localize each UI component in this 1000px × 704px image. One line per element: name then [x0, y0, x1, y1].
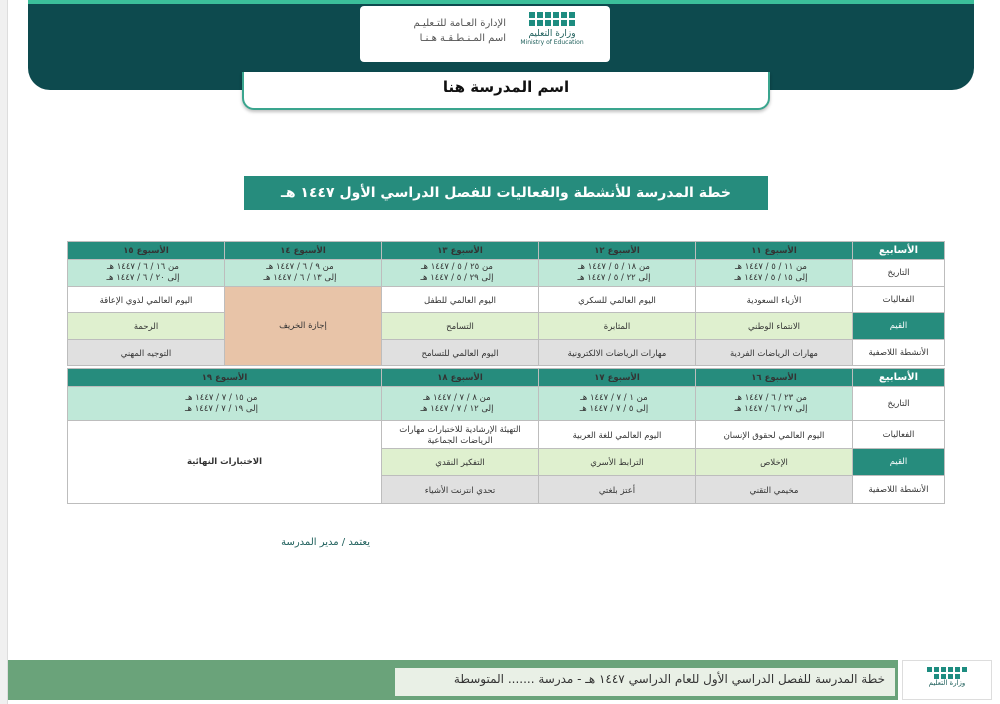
row-label-values: القيم — [853, 313, 945, 340]
value-cell: الانتماء الوطني — [696, 313, 853, 340]
nonclass-cell: مهارات الرياضات الالكترونية — [539, 340, 696, 366]
footer-logo-name: وزارة التعليم — [928, 679, 966, 687]
value-cell: التفكير النقدي — [382, 449, 539, 476]
week-date: من ٨ / ٧ / ١٤٤٧ هـ إلى ١٢ / ٧ / ١٤٤٧ هـ — [382, 387, 539, 421]
table-row — [68, 369, 945, 387]
value-cell: المثابرة — [539, 313, 696, 340]
value-cell: الترابط الأسري — [539, 449, 696, 476]
row-label-events: الفعاليات — [853, 421, 945, 449]
table-row — [68, 313, 945, 340]
week-date: من ٢٥ / ٥ / ١٤٤٧ هـ إلى ٢٩ / ٥ / ١٤٤٧ هـ — [382, 260, 539, 287]
table-row — [68, 340, 945, 366]
admin-line-2: اسم المـنـطـقـة هـنـا — [419, 33, 506, 44]
week-header: الأسبوع ١٨ — [382, 369, 539, 387]
table-row — [68, 260, 945, 287]
week-header: الأسبوع ١٢ — [539, 242, 696, 260]
nonclass-cell: مهارات الرياضات الفردية — [696, 340, 853, 366]
ministry-logo — [512, 12, 592, 62]
row-label-date: التاريخ — [853, 260, 945, 287]
week-header: الأسبوع ١٥ — [68, 242, 225, 260]
table-row — [68, 387, 945, 421]
week-date: من ١٨ / ٥ / ١٤٤٧ هـ إلى ٢٢ / ٥ / ١٤٤٧ هـ — [539, 260, 696, 287]
row-label-values: القيم — [853, 449, 945, 476]
nonclass-cell: أعتز بلغتي — [539, 476, 696, 504]
week-header: الأسبوع ١٣ — [382, 242, 539, 260]
row-label-nonclass: الأنشطة اللاصفية — [853, 476, 945, 504]
footer-logo-icon — [927, 667, 967, 679]
week-date: من ١ / ٧ / ١٤٤٧ هـ إلى ٥ / ٧ / ١٤٤٧ هـ — [539, 387, 696, 421]
row-label-events: الفعاليات — [853, 287, 945, 313]
admin-line-1: الإدارة العـامة للتـعليـم — [413, 18, 506, 29]
plan-table-2 — [67, 368, 945, 504]
event-cell: اليوم العالمي لحقوق الإنسان — [696, 421, 853, 449]
value-cell: الإخلاص — [696, 449, 853, 476]
table-row — [68, 421, 945, 449]
week-header: الأسبوع ١١ — [696, 242, 853, 260]
event-cell: التهيئة الإرشادية للاختبارات مهارات الرياضات الجماعية — [382, 421, 539, 449]
week-header: الأسبوع ١٤ — [225, 242, 382, 260]
week-header: الأسبوع ١٦ — [696, 369, 853, 387]
week-header: الأسبوع ١٧ — [539, 369, 696, 387]
week-date: من ١١ / ٥ / ١٤٤٧ هـ إلى ١٥ / ٥ / ١٤٤٧ هـ — [696, 260, 853, 287]
holiday-cell: إجازة الخريف — [225, 287, 382, 366]
ministry-name-en: Ministry of Education — [520, 39, 584, 46]
event-cell: اليوم العالمي للغة العربية — [539, 421, 696, 449]
school-name: اسم المدرسة هنا — [442, 78, 570, 96]
finals-cell: الاختبارات النهائية — [68, 421, 382, 504]
week-header: الأسبوع ١٩ — [68, 369, 382, 387]
value-cell: الرحمة — [68, 313, 225, 340]
week-date: من ١٥ / ٧ / ١٤٤٧ هـ إلى ١٩ / ٧ / ١٤٤٧ هـ — [68, 387, 382, 421]
event-cell: اليوم العالمي لذوي الإعاقة — [68, 287, 225, 313]
event-cell: اليوم العالمي للسكري — [539, 287, 696, 313]
school-name-box — [242, 72, 770, 110]
nonclass-cell: تحدي انترنت الأشياء — [382, 476, 539, 504]
row-label-weeks: الأسابيع — [853, 369, 945, 387]
nonclass-cell: اليوم العالمي للتسامح — [382, 340, 539, 366]
nonclass-cell: التوجيه المهني — [68, 340, 225, 366]
ministry-logo-icon — [526, 12, 578, 26]
left-frame — [0, 0, 8, 704]
event-cell: الأزياء السعودية — [696, 287, 853, 313]
plan-table-1 — [67, 241, 945, 366]
row-label-date: التاريخ — [853, 387, 945, 421]
event-cell: اليوم العالمي للطفل — [382, 287, 539, 313]
week-date: من ٢٣ / ٦ / ١٤٤٧ هـ إلى ٢٧ / ٦ / ١٤٤٧ هـ — [696, 387, 853, 421]
header-stripe — [28, 0, 974, 4]
table-row — [68, 287, 945, 313]
row-label-nonclass: الأنشطة اللاصفية — [853, 340, 945, 366]
admin-lines — [368, 16, 506, 46]
week-date: من ٩ / ٦ / ١٤٤٧ هـ إلى ١٣ / ٦ / ١٤٤٧ هـ — [225, 260, 382, 287]
value-cell: التسامح — [382, 313, 539, 340]
footer-text: خطة المدرسة للفصل الدراسي الأول للعام الدراسي ١٤٤٧ هـ - مدرسة ....... المتوسطة — [453, 672, 885, 686]
footer-logo — [902, 660, 992, 700]
plan-title: خطة المدرسة للأنشطة والفعاليات للفصل الدراسي الأول ١٤٤٧ هـ — [244, 176, 768, 210]
table-row — [68, 242, 945, 260]
nonclass-cell: مخيمي التقني — [696, 476, 853, 504]
approval-text: يعتمد / مدير المدرسة — [281, 537, 370, 548]
row-label-weeks: الأسابيع — [853, 242, 945, 260]
week-date: من ١٦ / ٦ / ١٤٤٧ هـ إلى ٢٠ / ٦ / ١٤٤٧ هـ — [68, 260, 225, 287]
ministry-name-ar: وزارة التعليم — [528, 29, 576, 39]
